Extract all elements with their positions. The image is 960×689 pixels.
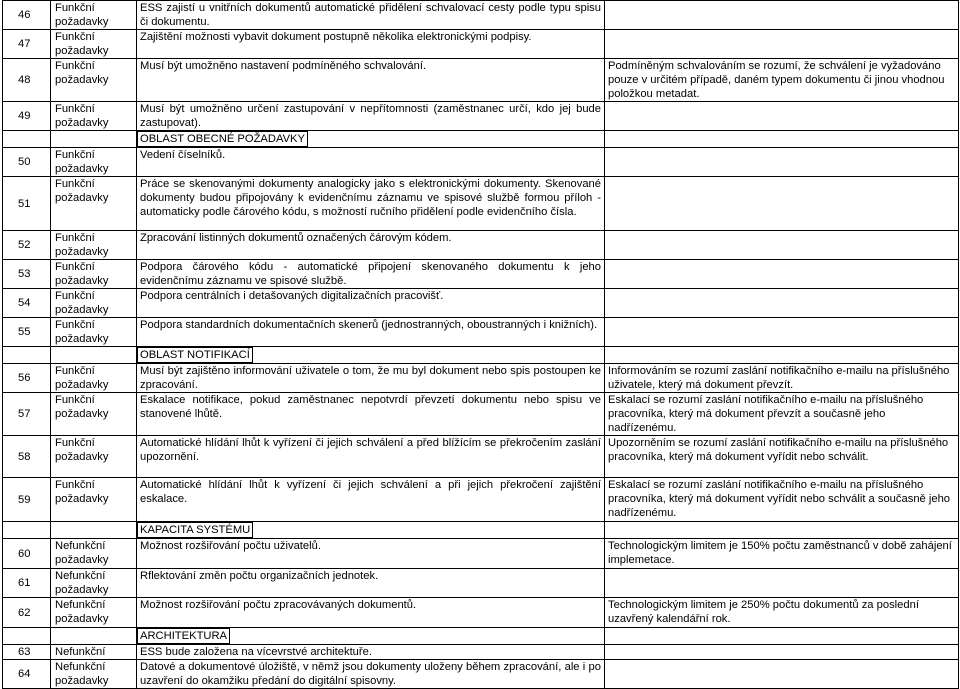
requirement-type: Funkční požadavky [51, 478, 137, 522]
requirement-note: Technologickým limitem je 150% počtu zaměstnanců v době zahájení implemetace. [605, 539, 959, 569]
requirement-text: Podpora čárového kódu - automatické připojení skenovaného dokumentu k jeho evidenčnímu záznamu ve spisové službě. [137, 260, 605, 289]
requirement-number: 56 [3, 364, 51, 393]
requirement-note [605, 148, 959, 177]
requirement-row [3, 393, 959, 436]
requirement-note: Eskalací se rozumí zaslání notifikačního e-mailu na příslušného pracovníka, který má dokument převzít a současně jeho nadřízenému. [605, 393, 959, 436]
requirement-row [3, 260, 959, 289]
requirement-type: Funkční požadavky [51, 177, 137, 231]
requirement-type: Funkční požadavky [51, 436, 137, 478]
requirement-text: Vedení číselníků. [137, 148, 605, 177]
empty-cell [51, 347, 137, 364]
requirement-type: Nefunkční požadavky [51, 569, 137, 598]
empty-cell [3, 628, 51, 645]
section-row [3, 628, 959, 645]
requirement-type: Nefunkční požadavky [51, 598, 137, 628]
requirement-note [605, 660, 959, 689]
requirement-text: Automatické hlídání lhůt k vyřízení či jejich schválení a před blížícím se překročením zaslání upozornění. [137, 436, 605, 478]
requirement-note [605, 231, 959, 260]
requirement-text: Možnost rozšiřování počtu uživatelů. [137, 539, 605, 569]
requirement-row [3, 148, 959, 177]
requirement-row [3, 645, 959, 660]
requirement-type: Funkční požadavky [51, 1, 137, 30]
requirement-row [3, 289, 959, 318]
requirement-note [605, 102, 959, 131]
requirement-type: Funkční požadavky [51, 59, 137, 102]
requirement-text: Datové a dokumentové úložiště, v němž jsou dokumenty uloženy během zpracování, ale i po uzavření do okamžiku předání do digitální spisovny. [137, 660, 605, 689]
requirement-row [3, 1, 959, 30]
requirement-row [3, 364, 959, 393]
requirement-text: Musí být umožněno nastavení podmíněného schvalování. [137, 59, 605, 102]
requirements-table-body [3, 1, 959, 689]
requirement-type: Funkční požadavky [51, 30, 137, 59]
requirement-number: 48 [3, 59, 51, 102]
section-label: OBLAST NOTIFIKACÍ [137, 347, 253, 363]
requirement-note [605, 289, 959, 318]
empty-cell [3, 347, 51, 364]
requirement-text: Musí být umožněno určení zastupování v nepřítomnosti (zaměstnanec určí, kdo jej bude zastupovat). [137, 102, 605, 131]
requirement-number: 61 [3, 569, 51, 598]
requirement-note [605, 1, 959, 30]
requirement-number: 57 [3, 393, 51, 436]
requirement-text: Zpracování listinných dokumentů označených čárovým kódem. [137, 231, 605, 260]
requirement-note [605, 177, 959, 231]
requirement-text: Možnost rozšiřování počtu zpracovávaných dokumentů. [137, 598, 605, 628]
requirement-type: Funkční požadavky [51, 260, 137, 289]
empty-cell [605, 131, 959, 148]
requirement-type: Funkční požadavky [51, 364, 137, 393]
requirement-number: 53 [3, 260, 51, 289]
requirement-number: 60 [3, 539, 51, 569]
empty-cell [605, 347, 959, 364]
empty-cell [51, 131, 137, 148]
requirement-text: Eskalace notifikace, pokud zaměstnanec nepotvrdí převzetí dokumentu nebo spisu ve stanovené lhůtě. [137, 393, 605, 436]
section-heading [137, 628, 605, 645]
requirement-type: Nefunkční [51, 645, 137, 660]
requirement-type: Nefunkční požadavky [51, 539, 137, 569]
empty-cell [3, 131, 51, 148]
requirement-row [3, 569, 959, 598]
requirement-row [3, 598, 959, 628]
requirement-number: 62 [3, 598, 51, 628]
requirement-note: Upozorněním se rozumí zaslání notifikačního e-mailu na příslušného pracovníka, který má dokument vyřídit nebo schválit. [605, 436, 959, 478]
requirement-text: ESS bude založena na vícevrstvé architektuře. [137, 645, 605, 660]
requirement-text: Práce se skenovanými dokumenty analogicky jako s elektronickými dokumenty. Skenované dokumenty budou připojovány k evidenčnímu záznamu ve spisové službě formou příloh - automaticky podle čárového kódu, s možností ručního přidělení podle evidenčního čísla. [137, 177, 605, 231]
requirement-row [3, 30, 959, 59]
section-row [3, 522, 959, 539]
requirement-number: 55 [3, 318, 51, 347]
requirement-row [3, 660, 959, 689]
requirement-note [605, 645, 959, 660]
requirement-row [3, 436, 959, 478]
requirement-note [605, 260, 959, 289]
requirement-row [3, 539, 959, 569]
section-label: OBLAST OBECNÉ POŽADAVKY [137, 131, 308, 147]
requirement-note [605, 569, 959, 598]
requirement-text: ESS zajistí u vnitřních dokumentů automatické přidělení schvalovací cesty podle typu spisu či dokumentu. [137, 1, 605, 30]
requirement-text: Rflektování změn počtu organizačních jednotek. [137, 569, 605, 598]
requirement-row [3, 59, 959, 102]
requirement-type: Funkční požadavky [51, 148, 137, 177]
requirement-text: Podpora standardních dokumentačních skenerů (jednostranných, oboustranných i knižních). [137, 318, 605, 347]
requirement-row [3, 231, 959, 260]
section-heading [137, 522, 605, 539]
empty-cell [605, 628, 959, 645]
requirement-text: Automatické hlídání lhůt k vyřízení či jejich schválení a při jejich překročení zajištění eskalace. [137, 478, 605, 522]
requirement-number: 52 [3, 231, 51, 260]
requirement-type: Funkční požadavky [51, 102, 137, 131]
requirement-number: 64 [3, 660, 51, 689]
requirement-type: Funkční požadavky [51, 318, 137, 347]
requirement-note: Informováním se rozumí zaslání notifikačního e-mailu na příslušného uživatele, který má dokument převzít. [605, 364, 959, 393]
empty-cell [51, 522, 137, 539]
requirement-type: Funkční požadavky [51, 393, 137, 436]
section-row [3, 131, 959, 148]
requirement-note [605, 318, 959, 347]
requirement-text: Zajištění možnosti vybavit dokument postupně několika elektronickými podpisy. [137, 30, 605, 59]
requirement-text: Musí být zajištěno informování uživatele o tom, že mu byl dokument nebo spis postoupen ke zpracování. [137, 364, 605, 393]
requirement-number: 59 [3, 478, 51, 522]
requirement-note: Technologickým limitem je 250% počtu dokumentů za poslední uzavřený kalendářní rok. [605, 598, 959, 628]
requirement-number: 47 [3, 30, 51, 59]
requirement-row [3, 102, 959, 131]
section-row [3, 347, 959, 364]
requirement-type: Funkční požadavky [51, 289, 137, 318]
section-heading [137, 347, 605, 364]
empty-cell [3, 522, 51, 539]
section-label: ARCHITEKTURA [137, 628, 230, 644]
section-heading [137, 131, 605, 148]
requirement-note: Podmíněným schvalováním se rozumí, že schválení je vyžadováno pouze v určitém případě, daném typem dokumentu či jinou vhodnou položkou metadat. [605, 59, 959, 102]
requirement-note: Eskalací se rozumí zaslání notifikačního e-mailu na příslušného pracovníka, který má dokument vyřídit nebo schválit a současně jeho nadřízenému. [605, 478, 959, 522]
requirement-type: Nefunkční požadavky [51, 660, 137, 689]
requirement-type: Funkční požadavky [51, 231, 137, 260]
requirement-row [3, 478, 959, 522]
requirement-number: 58 [3, 436, 51, 478]
empty-cell [51, 628, 137, 645]
requirement-number: 49 [3, 102, 51, 131]
requirement-row [3, 177, 959, 231]
section-label: KAPACITA SYSTÉMU [137, 522, 253, 538]
requirement-text: Podpora centrálních i detašovaných digitalizačních pracovišť. [137, 289, 605, 318]
requirement-number: 63 [3, 645, 51, 660]
requirement-number: 54 [3, 289, 51, 318]
requirements-table [2, 0, 959, 689]
requirement-number: 46 [3, 1, 51, 30]
requirement-number: 50 [3, 148, 51, 177]
empty-cell [605, 522, 959, 539]
requirement-note [605, 30, 959, 59]
requirement-number: 51 [3, 177, 51, 231]
requirement-row [3, 318, 959, 347]
